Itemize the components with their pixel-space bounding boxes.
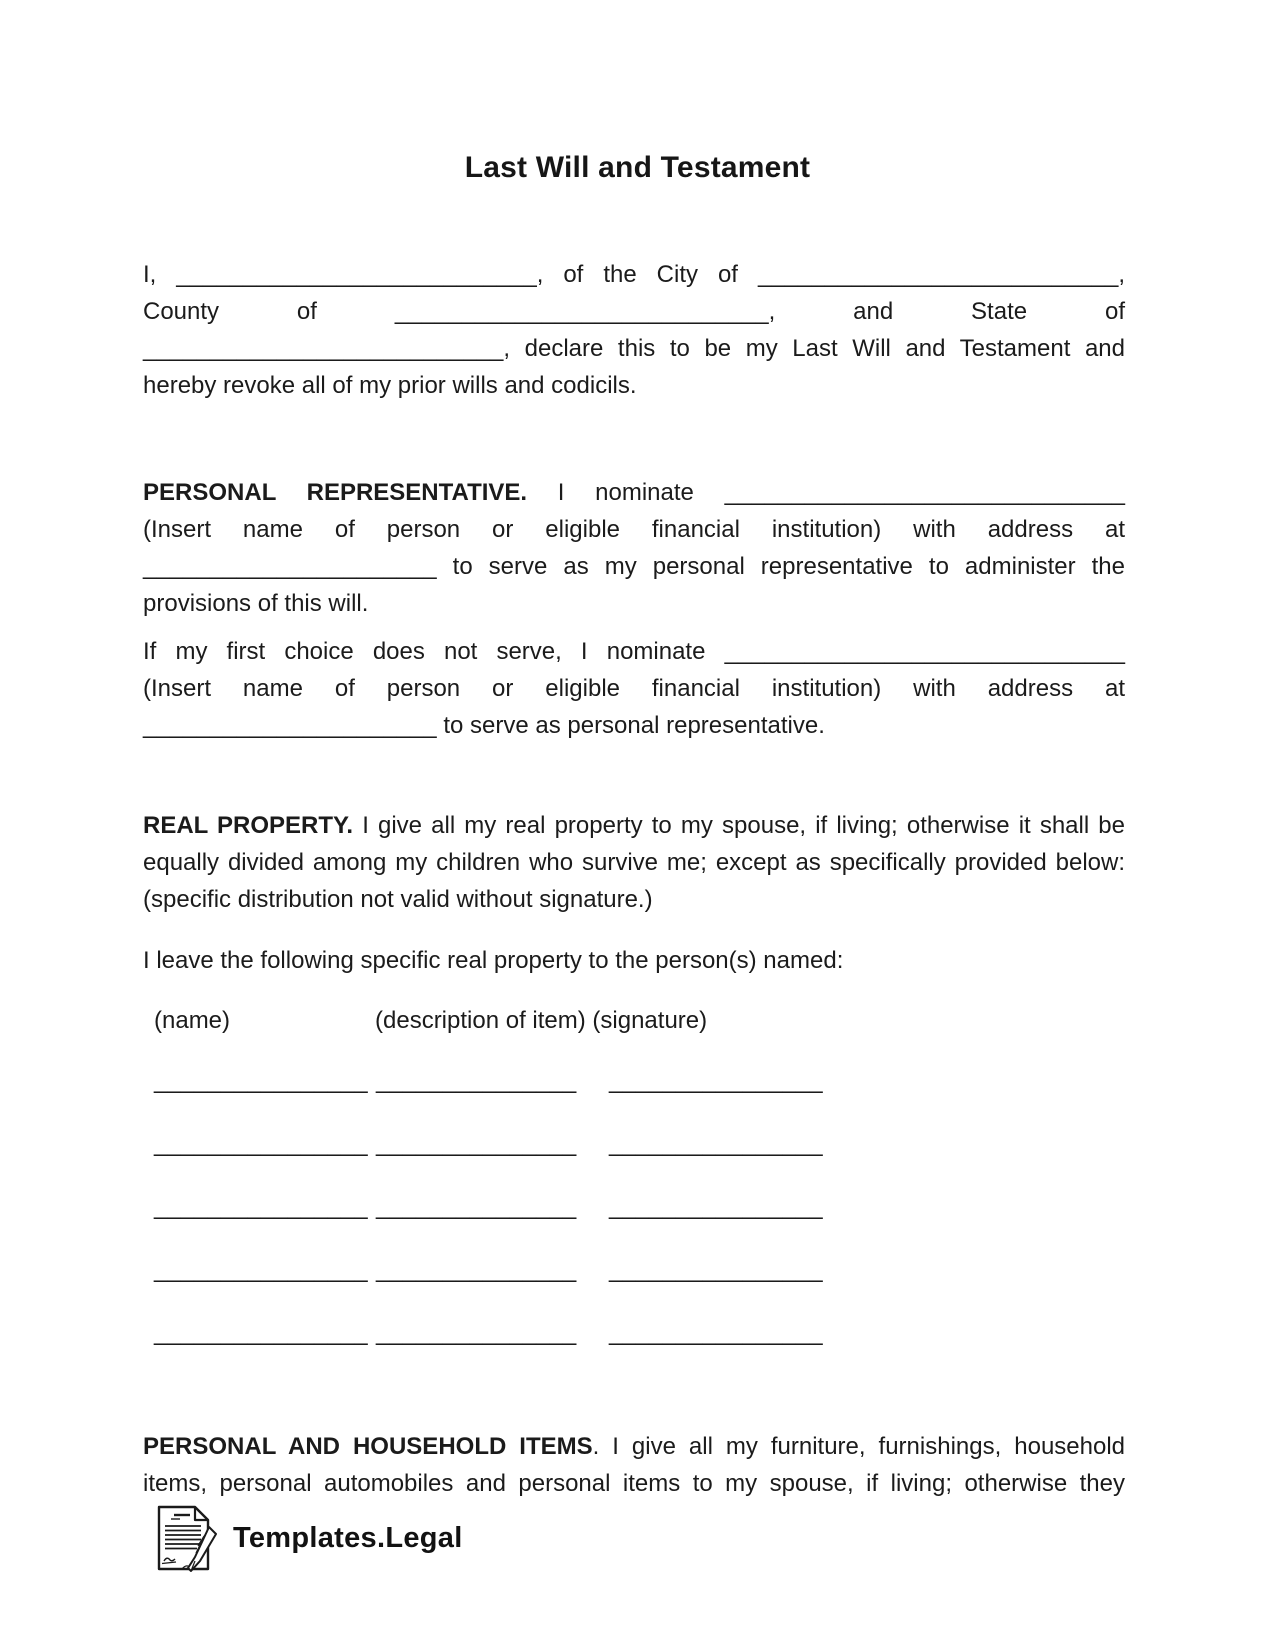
column-header-name: (name) xyxy=(154,1007,231,1034)
text-line xyxy=(143,807,1125,844)
text-line xyxy=(143,633,1125,670)
footer-logo xyxy=(155,1502,463,1574)
description-blank-line: _______________ xyxy=(376,1319,577,1346)
text-line xyxy=(143,511,1125,548)
specific-property-intro-line xyxy=(143,942,1125,979)
signature-blank-line: ________________ xyxy=(609,1193,823,1220)
body-text: provisions of this will. xyxy=(143,590,369,617)
text-line xyxy=(143,585,1125,622)
property-table-rows xyxy=(143,1062,1125,1377)
text-line xyxy=(143,942,1125,979)
alternate-representative-paragraph xyxy=(143,633,1125,744)
property-table-row xyxy=(143,1062,1125,1125)
property-table-row xyxy=(143,1125,1125,1188)
section-heading-text: PERSONAL REPRESENTATIVE. xyxy=(143,479,558,506)
body-text: If my first choice does not serve, I nominate ______________________________ xyxy=(143,638,1125,665)
section-heading-text: REAL PROPERTY. xyxy=(143,812,363,839)
name-blank-line: ________________ xyxy=(154,1067,368,1094)
column-header-description-signature: (description of item) (signature) xyxy=(375,1007,708,1034)
property-table-row xyxy=(143,1314,1125,1377)
property-table-row xyxy=(143,1188,1125,1251)
name-blank-line: ________________ xyxy=(154,1130,368,1157)
text-line xyxy=(143,844,1125,881)
text-line xyxy=(143,330,1125,367)
opening-paragraph xyxy=(143,256,1125,404)
body-text: items, personal automobiles and personal items to my spouse, if living; otherwise they xyxy=(143,1470,1125,1497)
signature-blank-line: ________________ xyxy=(609,1256,823,1283)
body-text: I nominate ______________________________ xyxy=(557,479,1125,506)
footer-logo-text: Templates.Legal xyxy=(233,1521,463,1554)
body-text: hereby revoke all of my prior wills and codicils. xyxy=(143,372,637,399)
description-blank-line: _______________ xyxy=(376,1130,577,1157)
body-text: I, ___________________________, of the City of ___________________________, xyxy=(143,261,1125,288)
text-line xyxy=(143,1465,1125,1502)
text-line xyxy=(143,707,1125,744)
body-text: (Insert name of person or eligible financial institution) with address at xyxy=(143,516,1125,543)
text-line xyxy=(143,256,1125,293)
body-text: equally divided among my children who survive me; except as specifically provided below: xyxy=(143,849,1125,876)
text-line xyxy=(143,474,1125,511)
body-text: I leave the following specific real property to the person(s) named: xyxy=(143,947,844,974)
section-heading-text: PERSONAL AND HOUSEHOLD ITEMS xyxy=(143,1433,593,1460)
text-line xyxy=(143,293,1125,330)
body-text: I give all my real property to my spouse, if living; otherwise it shall be xyxy=(362,812,1126,839)
document-with-pen-icon xyxy=(155,1503,217,1573)
property-table-row xyxy=(143,1251,1125,1314)
text-line xyxy=(143,1428,1125,1465)
body-text: County of ____________________________, and State of xyxy=(143,298,1125,325)
signature-blank-line: ________________ xyxy=(609,1130,823,1157)
body-text: ______________________ to serve as my personal representative to administer the xyxy=(143,553,1125,580)
signature-blank-line: ________________ xyxy=(609,1319,823,1346)
personal-household-items-paragraph xyxy=(143,1428,1125,1502)
body-text: (specific distribution not valid without signature.) xyxy=(143,886,653,913)
body-text: . I give all my furniture, furnishings, household xyxy=(592,1433,1126,1460)
description-blank-line: _______________ xyxy=(376,1067,577,1094)
signature-blank-line: ________________ xyxy=(609,1067,823,1094)
description-blank-line: _______________ xyxy=(376,1193,577,1220)
name-blank-line: ________________ xyxy=(154,1256,368,1283)
body-text: ______________________ to serve as personal representative. xyxy=(143,712,825,739)
page-title: Last Will and Testament xyxy=(464,151,811,184)
text-line xyxy=(143,670,1125,707)
property-table-header xyxy=(143,1002,1125,1039)
text-line xyxy=(143,881,1125,918)
name-blank-line: ________________ xyxy=(154,1193,368,1220)
text-line xyxy=(143,367,1125,404)
name-blank-line: ________________ xyxy=(154,1319,368,1346)
body-text: ___________________________, declare this to be my Last Will and Testament and xyxy=(143,335,1125,362)
body-text: (Insert name of person or eligible financial institution) with address at xyxy=(143,675,1125,702)
personal-representative-paragraph xyxy=(143,474,1125,622)
real-property-paragraph xyxy=(143,807,1125,918)
description-blank-line: _______________ xyxy=(376,1256,577,1283)
text-line xyxy=(143,548,1125,585)
